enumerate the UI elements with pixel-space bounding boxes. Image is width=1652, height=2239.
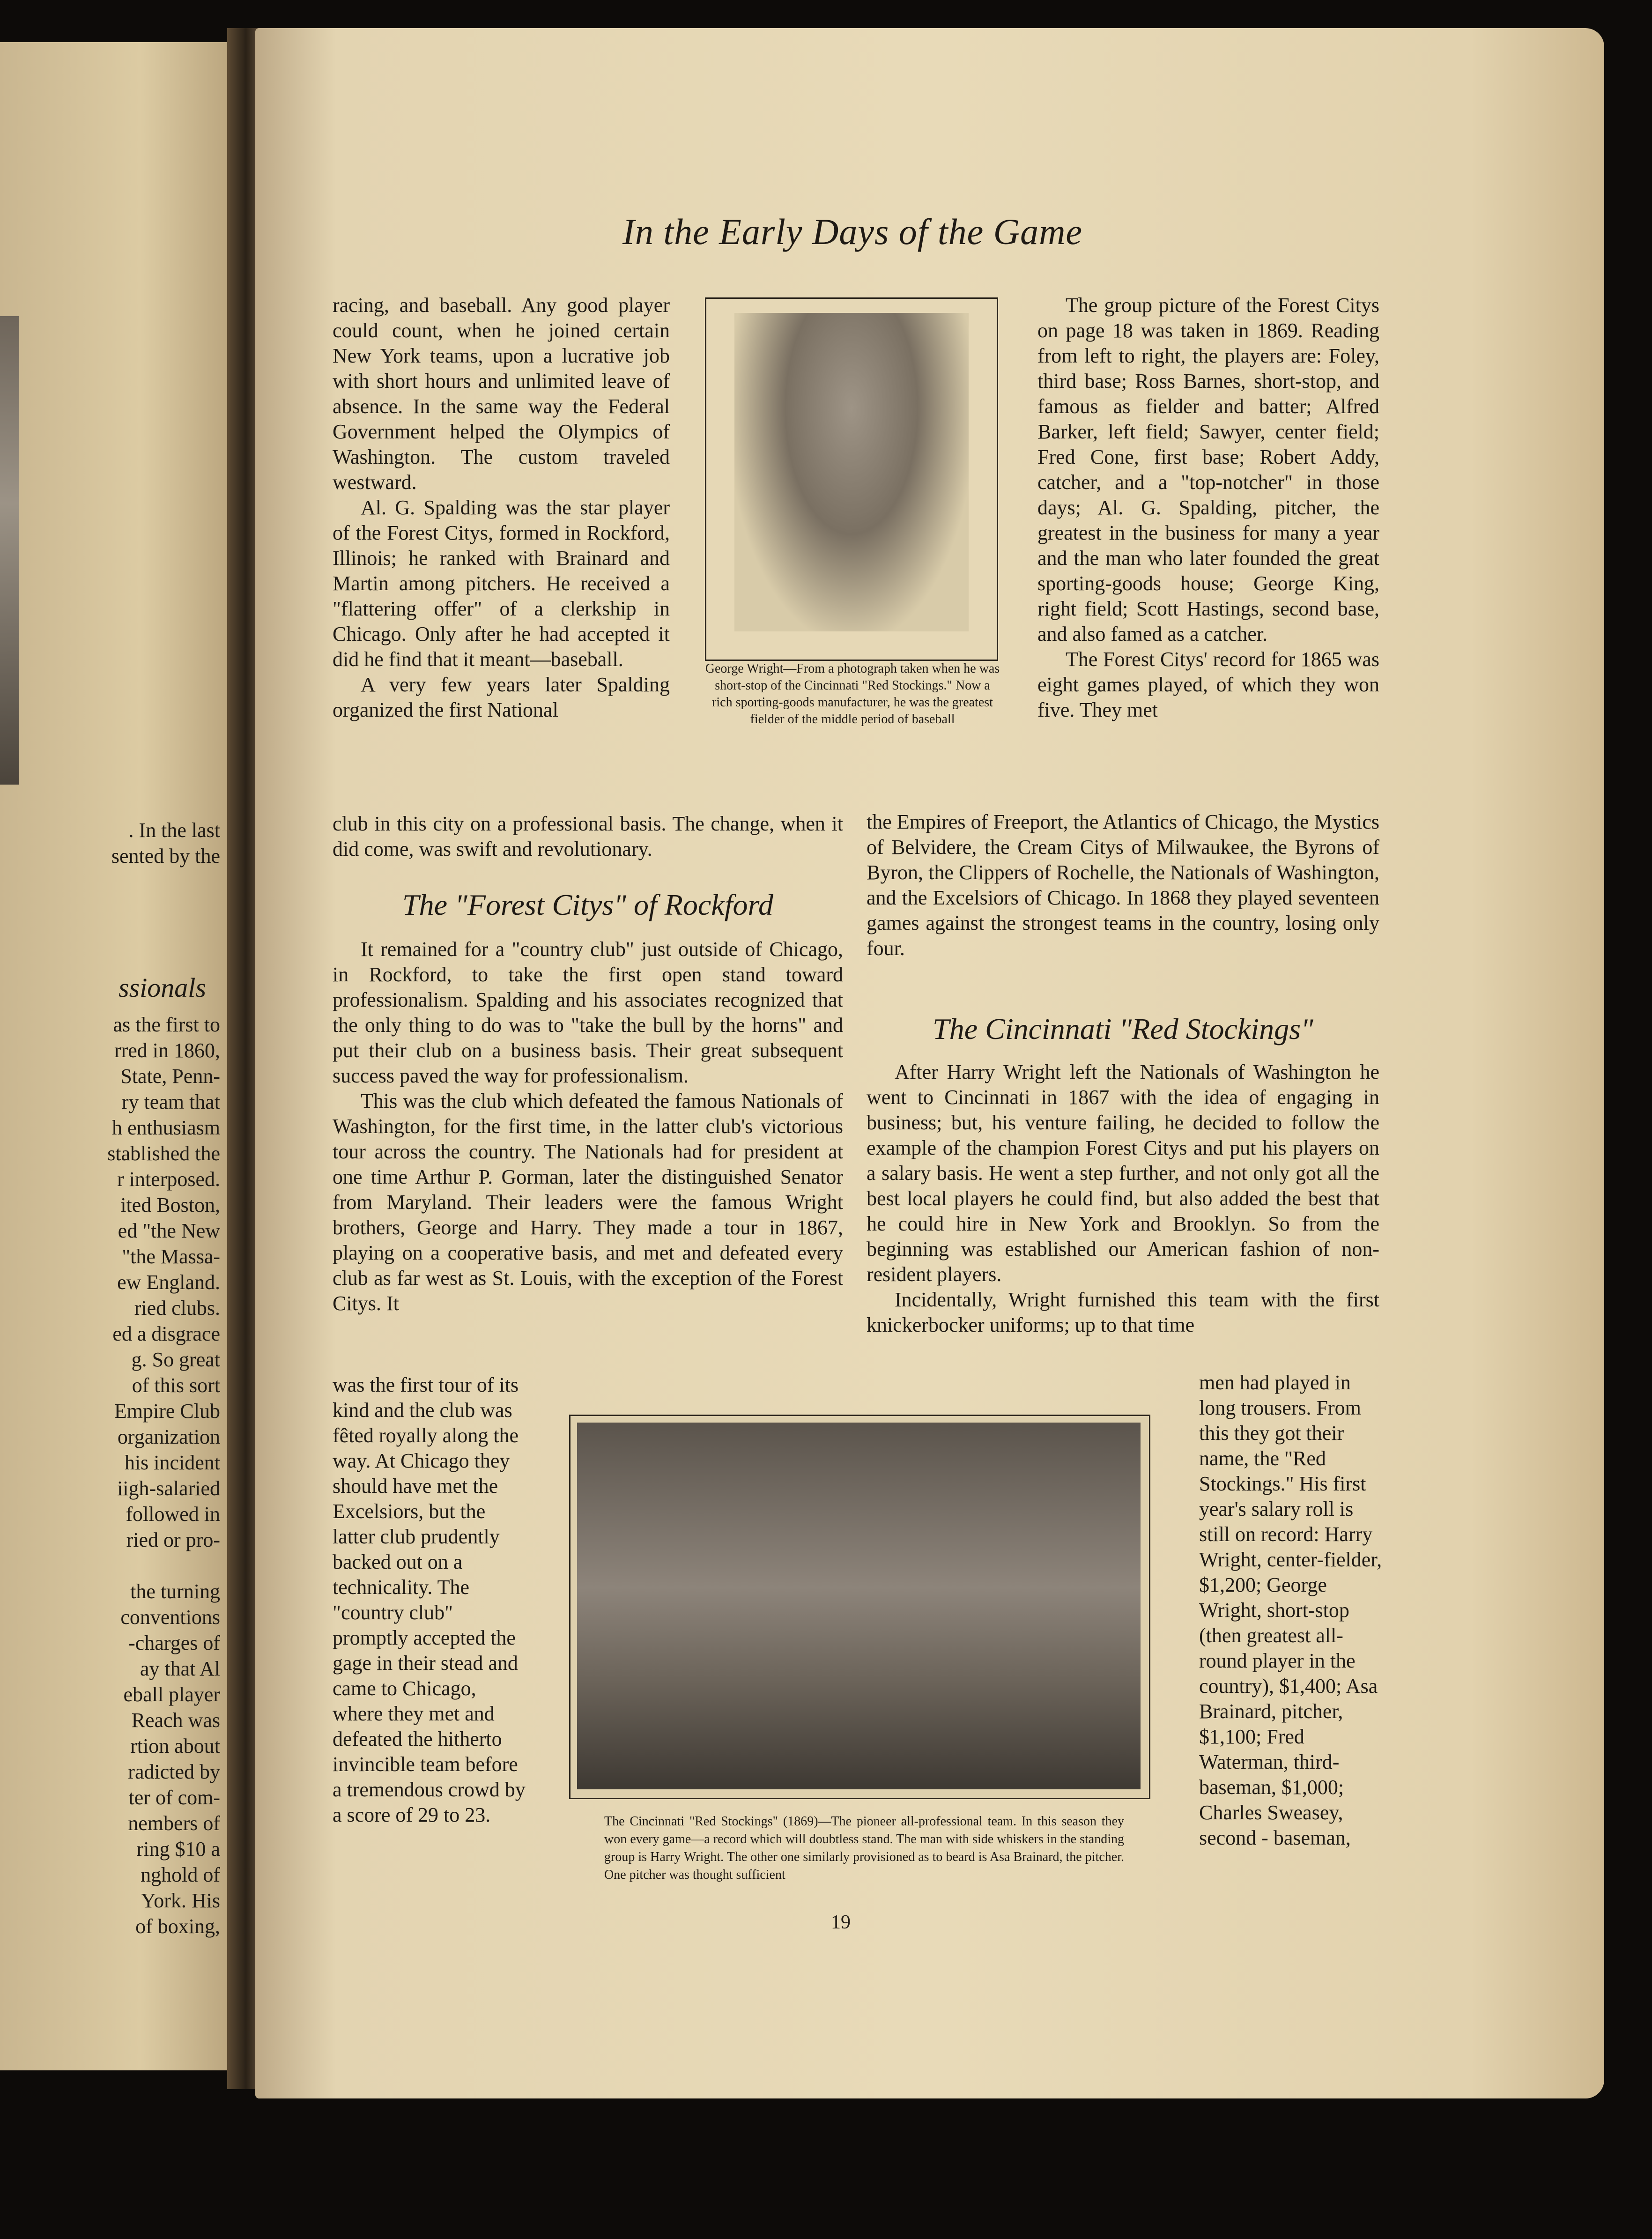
text-line: r interposed. (117, 1168, 220, 1191)
text-line: of this sort (132, 1374, 220, 1397)
paragraph: It remained for a "country club" just outside of Chicago, in Rockford, to take the first open stand toward professionalism. Spalding and his associates recognized that the only thing to do was to "take the bull by the horns" and put their club on a business basis. Their great subsequent success paved the way for professionalism. (333, 938, 843, 1087)
text-line: his incident (124, 1451, 220, 1474)
text-line: ay that Al (140, 1657, 220, 1680)
text-line: ried or pro- (126, 1528, 220, 1551)
paragraph: After Harry Wright left the Nationals of Washington he went to Cincinnati in 1867 with the idea of engaging in business; but, his venture failing, he decided to follow the example of the champion Forest Citys and put his players on a salary basis. He went a step further, and not only got all the best local players he could find, but also added the best that he could hire in New York and Brooklyn. So from the beginning was established our American fashion of non-resident players. (867, 1060, 1379, 1286)
text-line: State, Penn- (120, 1065, 220, 1088)
text-line: ited Boston, (120, 1194, 220, 1216)
paragraph: This was the club which defeated the famous Nationals of Washington, for the first time, in the latter club's victorious tour across the country. The Nationals had for president at one time Arthur P. Gorman, later the distinguished Senator from Maryland. Their leaders were the famous Wright brothers, George and Harry. They made a tour in 1867, playing on a cooperative basis, and met and defeated every club as far west as St. Louis, with the exception of the Forest Citys. It (333, 1090, 843, 1315)
column-3-middle (867, 1060, 1379, 1338)
team-photo-caption: The Cincinnati "Red Stockings" (1869)—The pioneer all-professional team. In this season they won every game—a record which will doubtless stand. The man with side whiskers in the standing group is Harry Wright. The other one similarly provisioned as to beard is Asa Brainard, the pitcher. One pitcher was thought sufficient (604, 1814, 1124, 1882)
paragraph: club in this city on a professional basis. The change, when it did come, was swift and revolutionary. (333, 812, 843, 860)
text-line: ry team that (121, 1090, 220, 1113)
text-line: ed a disgrace (112, 1322, 220, 1345)
text-line: g. So great (131, 1348, 220, 1371)
text-line: -charges of (128, 1631, 220, 1654)
george-wright-portrait (734, 313, 969, 631)
text-line: followed in (126, 1503, 220, 1526)
text-line: organization (117, 1425, 220, 1448)
paragraph: The group picture of the Forest Citys on page 18 was taken in 1869. Reading from left to right, the players are: Foley, third base; Ross Barnes, short-stop, and famous as fielder and batter; Alfred Barker, left field; Sawyer, center field; Fred Cone, first base; Robert Addy, catcher, and a "top-notcher" in those days; Al. G. Spalding, pitcher, the greatest in the business for many a year and the man who later founded the great sporting-goods house; George King, right field; Scott Hastings, second base, and also famed as a catcher. (1037, 294, 1379, 645)
column-1-bridge (333, 811, 843, 862)
text-line: Empire Club (114, 1400, 220, 1423)
text-line: rtion about (130, 1735, 220, 1757)
paragraph: Al. G. Spalding was the star player of the Forest Citys, formed in Rockford, Illinois; he ranked with Brainard and Martin among pitchers. He received a "flattering offer" of a clerkship in Chicago. Only after he had accepted it did he find that it meant—baseball. (333, 496, 670, 671)
left-page-lines (0, 1012, 220, 1939)
running-head: In the Early Days of the Game (622, 211, 1083, 252)
column-1-middle (333, 937, 843, 1316)
column-1-top (333, 293, 670, 723)
text-line: ter of com- (128, 1786, 220, 1809)
section-heading-forest-citys: The "Forest Citys" of Rockford (402, 888, 774, 921)
team-photo-frame (569, 1415, 1150, 1799)
paragraph: The Forest Citys' record for 1865 was eight games played, of which they won five. They met (1037, 648, 1379, 721)
text-line: ried clubs. (134, 1297, 220, 1320)
text-line: conventions (120, 1606, 220, 1629)
page-number: 19 (831, 1912, 851, 1933)
paragraph: was the first tour of its kind and the club was fêted royally along the way. At Chicago they should have met the Excelsiors, but the latter club prudently backed out on a technicality. The "country club" promptly accepted the gage in their stead and came to Chicago, where they met and defeated the hitherto invincible team before a tremendous crowd by a score of 29 to 23. (333, 1373, 526, 1826)
paragraph: Incidentally, Wright furnished this team with the first knickerbocker uniforms; up to that time (867, 1288, 1379, 1336)
text-line: eball player (123, 1683, 220, 1706)
text-line: York. His (141, 1889, 220, 1912)
text-line: "the Massa- (122, 1245, 220, 1268)
column-3-bridge (867, 809, 1379, 961)
left-page-lines-top (0, 817, 220, 869)
text-line: sented by the (111, 845, 220, 867)
text-line: h enthusiasm (112, 1116, 220, 1139)
left-page-heading: ssionals (119, 972, 206, 1003)
paragraph: the Empires of Freeport, the Atlantics of Chicago, the Mystics of Belvidere, the Cream Citys of Milwaukee, the Byrons of Byron, the Clippers of Rochelle, the Nationals of Washington, and the Excelsiors of Chicago. In 1868 they played seventeen games against the strongest teams in the country, losing only four. (867, 810, 1379, 960)
paragraph: A very few years later Spalding organized the first National (333, 673, 670, 721)
text-line (0, 1553, 220, 1579)
left-page-photo (0, 316, 19, 785)
text-line: ed "the New (118, 1219, 220, 1242)
text-line: the turning (130, 1580, 220, 1603)
paragraph: racing, and baseball. Any good player could count, when he joined certain New York teams, upon a lucrative job with short hours and unlimited leave of absence. In the same way the Federal Government helped the Olympics of Washington. The custom traveled westward. (333, 294, 670, 494)
section-heading-red-stockings: The Cincinnati "Red Stockings" (933, 1012, 1313, 1045)
paragraph: men had played in long trousers. From this they got their name, the "Red Stockings." His first year's salary roll is still on record: Harry Wright, center-fielder, $1,200; George Wright, short-stop (then greatest all-round player in the country), $1,400; Asa Brainard, pitcher, $1,100; Fred Waterman, third-baseman, $1,000; Charles Sweasey, second - baseman, (1199, 1371, 1382, 1849)
text-line: radicted by (128, 1760, 220, 1783)
text-line: iigh-salaried (117, 1477, 220, 1500)
text-line: nghold of (141, 1863, 220, 1886)
text-line: rred in 1860, (114, 1039, 220, 1062)
text-line: as the first to (113, 1013, 220, 1036)
text-line: stablished the (107, 1142, 220, 1165)
text-line: Reach was (131, 1709, 220, 1732)
text-line: of boxing, (135, 1915, 220, 1938)
text-line: ring $10 a (136, 1838, 220, 1861)
text-line: nembers of (128, 1812, 220, 1835)
portrait-caption: George Wright—From a photograph taken when he was short-stop of the Cincinnati "Red Stockings." Now a rich sporting-goods manufacturer, he was the greatest fielder of the middle period of baseball (705, 661, 1000, 727)
column-1-narrow (333, 1372, 529, 1828)
text-line: . In the last (128, 819, 220, 842)
text-line: ew England. (117, 1271, 220, 1294)
portrait-frame (705, 297, 998, 661)
red-stockings-team-photo (577, 1423, 1141, 1789)
column-3-top (1037, 293, 1379, 723)
left-page (0, 42, 234, 2070)
column-3-narrow (1199, 1370, 1386, 1851)
